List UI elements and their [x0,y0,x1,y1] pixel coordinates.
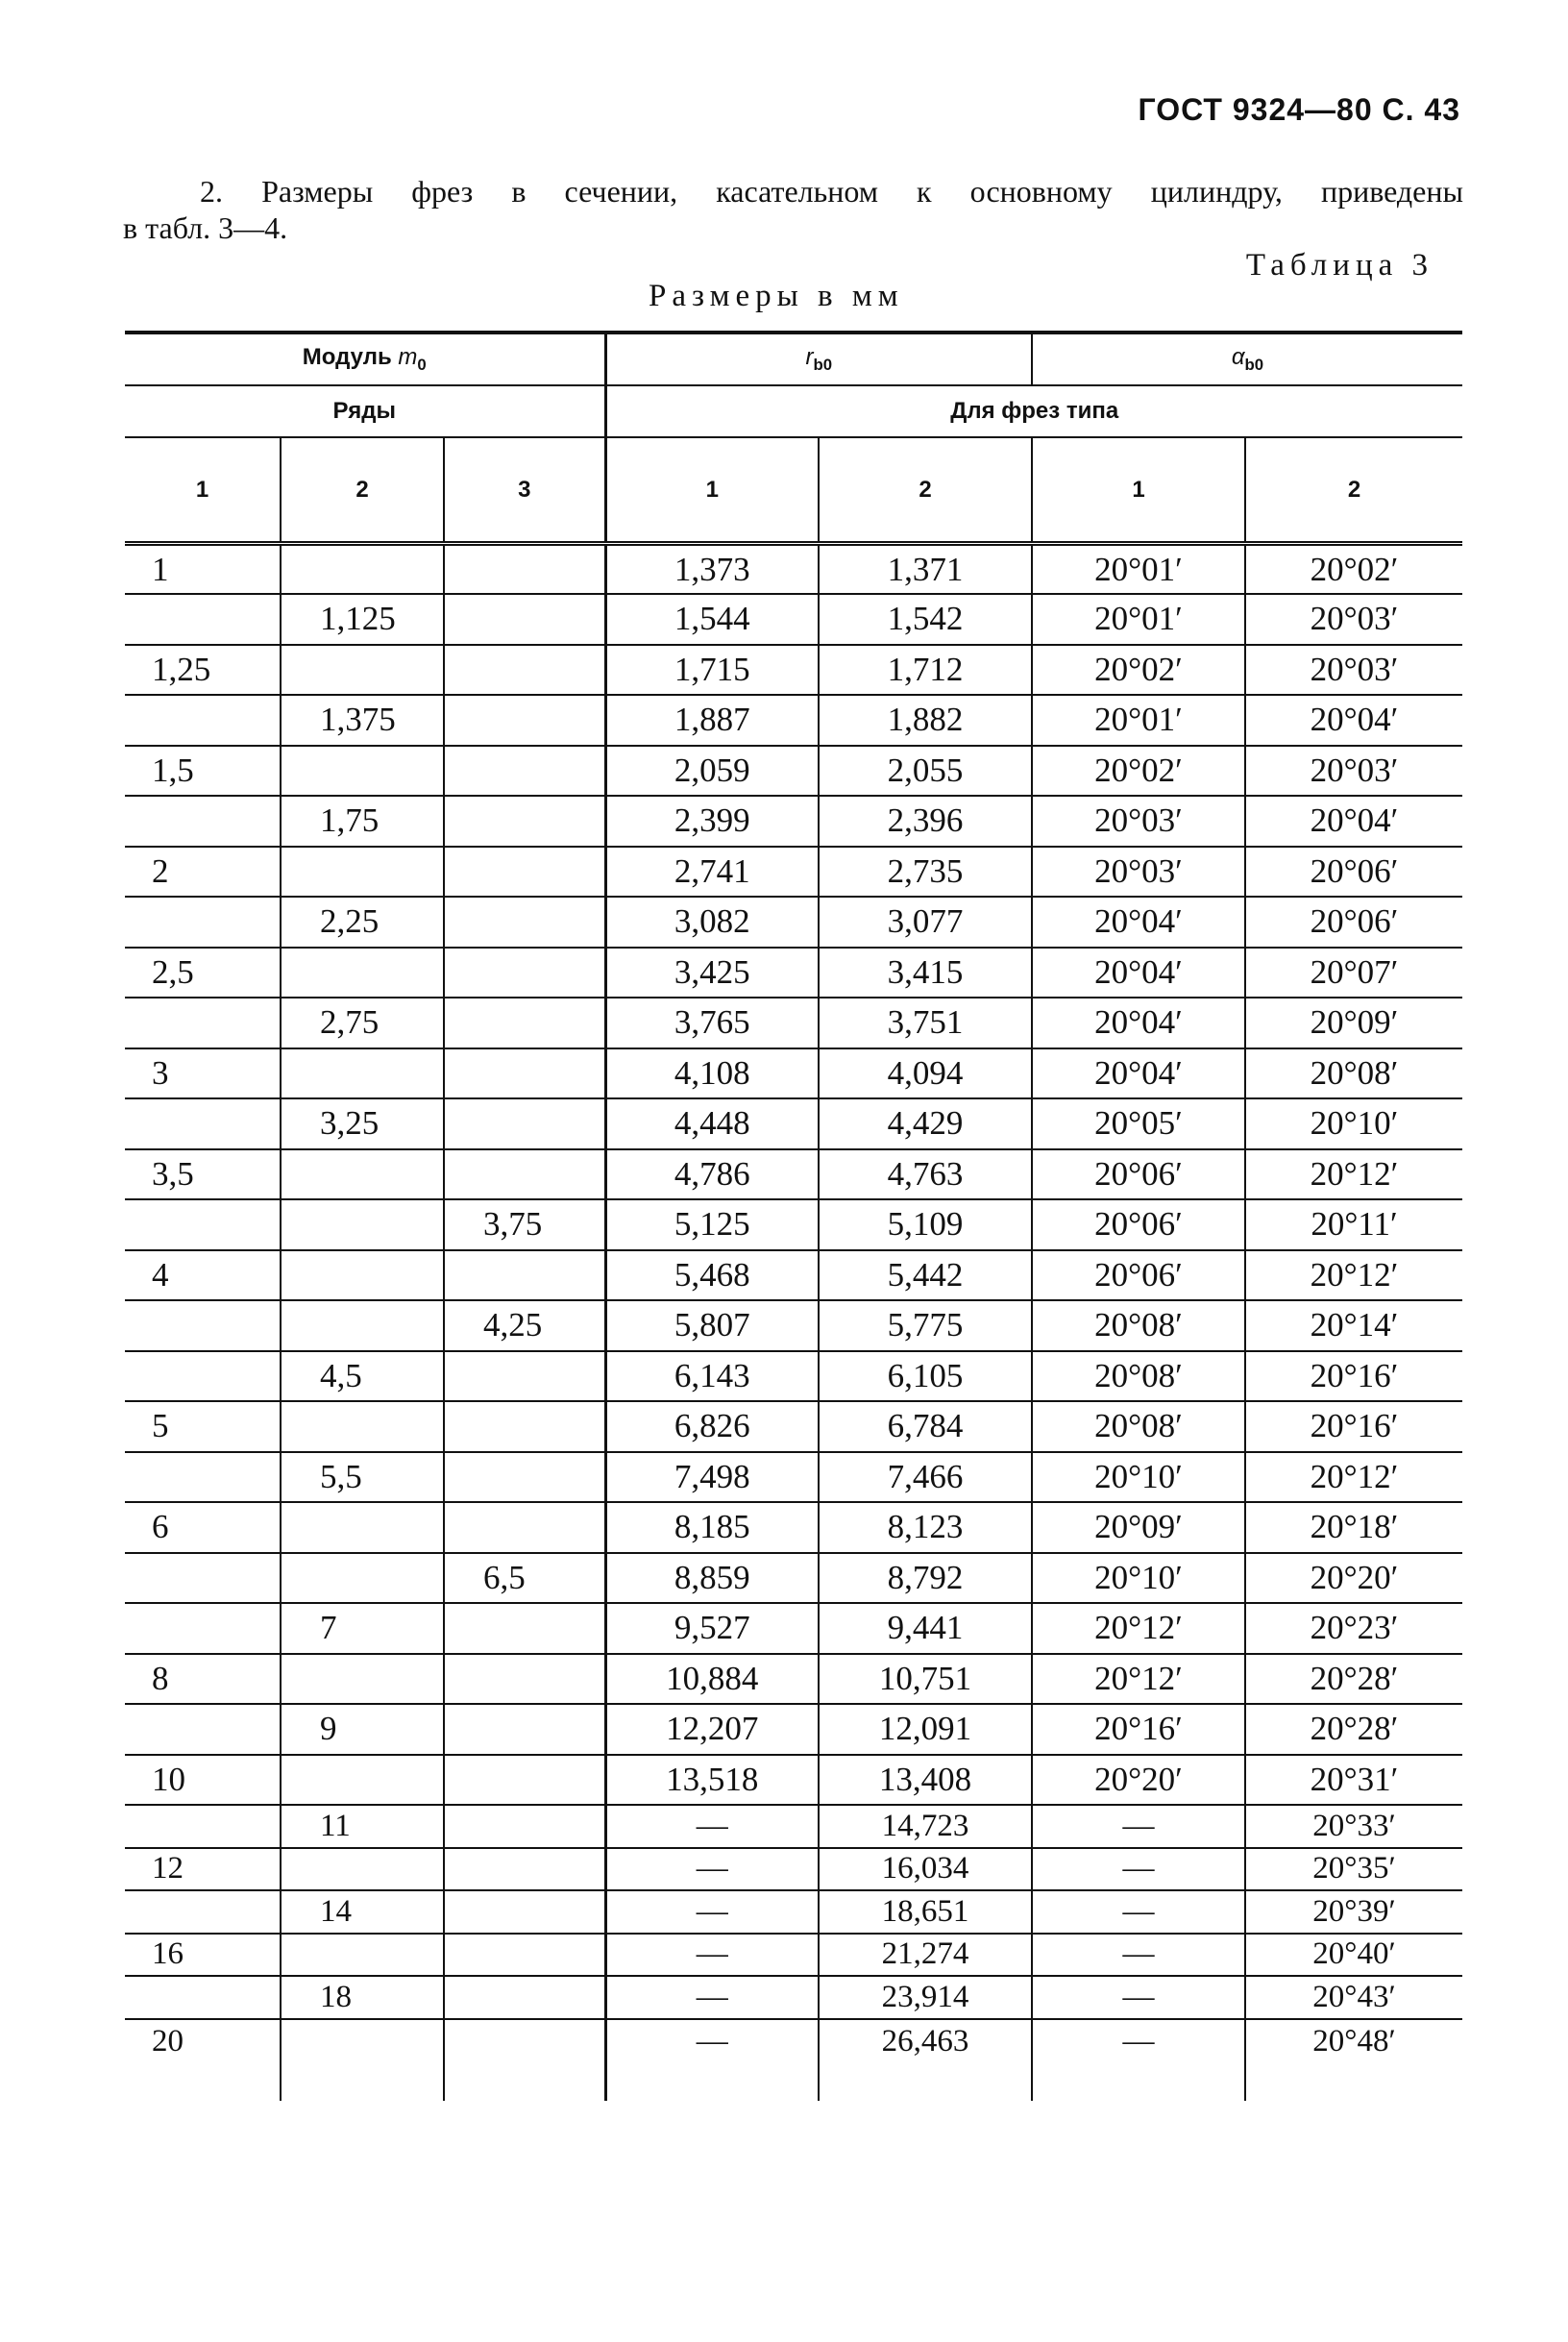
cell-r-type-2: 5,442 [819,1250,1032,1301]
table-label: Таблица 3 [1245,248,1433,283]
cell-r-type-2: 1,712 [819,645,1032,696]
cell-alpha-type-1: 20°03′ [1032,796,1245,847]
cell-r-type-1: 3,765 [605,998,819,1048]
cell-r-type-1: 12,207 [605,1704,819,1755]
cell-row-1 [125,1805,281,1848]
cell-alpha-type-1: — [1032,1890,1245,1934]
table-row [125,847,1462,898]
cell-alpha-type-2: 20°02′ [1245,544,1462,595]
table-row [125,1199,1462,1250]
cell-row-1 [125,1603,281,1654]
cell-row-3 [444,1976,605,2019]
cell-alpha-type-2: 20°39′ [1245,1890,1462,1934]
table-row [125,1502,1462,1553]
table-row [125,1755,1462,1806]
col-number: 1 [605,437,819,544]
cell-row-1: 10 [125,1755,281,1806]
cell-alpha-type-2: 20°20′ [1245,1553,1462,1604]
cell-row-1: 3,5 [125,1149,281,1200]
cell-alpha-type-2: 20°04′ [1245,796,1462,847]
cell-row-2 [281,1300,444,1351]
cell-r-type-1: — [605,1934,819,1977]
module-header: Модуль $m_0$ [125,333,605,385]
cell-alpha-type-1: — [1032,2019,1245,2101]
cell-row-2 [281,1048,444,1099]
cell-alpha-type-1: 20°10′ [1032,1452,1245,1503]
table-row [125,1704,1462,1755]
cell-row-3 [444,594,605,645]
cell-row-3 [444,1805,605,1848]
cell-row-3 [444,948,605,998]
cell-alpha-type-2: 20°03′ [1245,645,1462,696]
table-row [125,897,1462,948]
table-row [125,948,1462,998]
cell-r-type-1: 1,544 [605,594,819,645]
cell-r-type-2: 7,466 [819,1452,1032,1503]
cell-r-type-1: 10,884 [605,1654,819,1705]
header-row-1 [125,333,1462,385]
cell-alpha-type-1: 20°06′ [1032,1199,1245,1250]
cell-row-1: 12 [125,1848,281,1891]
cell-row-1: 8 [125,1654,281,1705]
table-row [125,1603,1462,1654]
cell-alpha-type-2: 20°03′ [1245,746,1462,797]
cell-r-type-1: 9,527 [605,1603,819,1654]
cell-alpha-type-2: 20°23′ [1245,1603,1462,1654]
table-row [125,1048,1462,1099]
cell-row-1 [125,1976,281,2019]
cell-row-2: 1,125 [281,594,444,645]
cell-alpha-type-1: 20°12′ [1032,1603,1245,1654]
cell-row-3 [444,1502,605,1553]
cell-r-type-2: 4,429 [819,1098,1032,1149]
cell-alpha-type-1: 20°12′ [1032,1654,1245,1705]
cell-alpha-type-1: 20°08′ [1032,1401,1245,1452]
cell-row-3 [444,847,605,898]
cell-row-3 [444,1704,605,1755]
cell-r-type-2: 2,055 [819,746,1032,797]
cell-r-type-2: 3,751 [819,998,1032,1048]
cell-row-3 [444,746,605,797]
cell-r-type-2: 8,123 [819,1502,1032,1553]
cell-alpha-type-2: 20°07′ [1245,948,1462,998]
table-row [125,1848,1462,1891]
cell-row-1: 1,25 [125,645,281,696]
cell-row-1: 6 [125,1502,281,1553]
cell-r-type-2: 6,784 [819,1401,1032,1452]
cell-r-type-1: 6,143 [605,1351,819,1402]
cutter-type-header: Для фрез типа [605,385,1462,437]
cell-row-3 [444,695,605,746]
cell-row-1: 4 [125,1250,281,1301]
table-row [125,1452,1462,1503]
cell-row-1 [125,1553,281,1604]
cell-row-2 [281,1755,444,1806]
cell-r-type-1: — [605,2019,819,2101]
table-row [125,1553,1462,1604]
cell-row-2: 2,25 [281,897,444,948]
cell-row-3 [444,1848,605,1891]
cell-row-2: 2,75 [281,998,444,1048]
cell-r-type-1: 6,826 [605,1401,819,1452]
cell-alpha-type-2: 20°09′ [1245,998,1462,1048]
cell-r-type-2: 4,763 [819,1149,1032,1200]
cell-row-3: 3,75 [444,1199,605,1250]
cell-alpha-type-2: 20°11′ [1245,1199,1462,1250]
cell-r-type-1: 2,059 [605,746,819,797]
cell-row-2 [281,847,444,898]
cell-r-type-1: 7,498 [605,1452,819,1503]
cell-alpha-type-2: 20°04′ [1245,695,1462,746]
cell-alpha-type-2: 20°18′ [1245,1502,1462,1553]
cell-row-3 [444,1890,605,1934]
cell-r-type-1: 3,425 [605,948,819,998]
cell-row-2 [281,1149,444,1200]
cell-alpha-type-1: — [1032,1848,1245,1891]
cell-r-type-2: 12,091 [819,1704,1032,1755]
col-number: 1 [1032,437,1245,544]
cell-row-3 [444,1452,605,1503]
cell-row-2: 3,25 [281,1098,444,1149]
cell-r-type-2: 6,105 [819,1351,1032,1402]
table-row [125,2019,1462,2101]
cell-alpha-type-2: 20°06′ [1245,897,1462,948]
cell-r-type-1: 3,082 [605,897,819,948]
cell-row-2 [281,948,444,998]
cell-r-type-2: 1,542 [819,594,1032,645]
rows-header: Ряды [125,385,605,437]
cell-r-type-1: 4,448 [605,1098,819,1149]
col-number: 2 [1245,437,1462,544]
cell-alpha-type-2: 20°12′ [1245,1149,1462,1200]
table-row [125,1654,1462,1705]
cell-row-1: 2 [125,847,281,898]
cell-alpha-type-1: 20°08′ [1032,1351,1245,1402]
table-row [125,1351,1462,1402]
dimensions-table [125,331,1462,2101]
cell-r-type-2: 9,441 [819,1603,1032,1654]
cell-r-type-2: 3,415 [819,948,1032,998]
cell-r-type-2: 8,792 [819,1553,1032,1604]
cell-r-type-2: 5,775 [819,1300,1032,1351]
table-row [125,695,1462,746]
table-row [125,1976,1462,2019]
cell-row-3 [444,1755,605,1806]
cell-row-1: 16 [125,1934,281,1977]
cell-row-1: 5 [125,1401,281,1452]
cell-row-3: 6,5 [444,1553,605,1604]
cell-r-type-1: 5,468 [605,1250,819,1301]
cell-row-2: 4,5 [281,1351,444,1402]
cell-alpha-type-2: 20°16′ [1245,1401,1462,1452]
cell-r-type-2: 2,396 [819,796,1032,847]
cell-alpha-type-2: 20°14′ [1245,1300,1462,1351]
cell-row-3 [444,2019,605,2101]
cell-r-type-1: 8,859 [605,1553,819,1604]
cell-r-type-1: 4,108 [605,1048,819,1099]
cell-alpha-type-1: 20°02′ [1032,645,1245,696]
cell-alpha-type-1: 20°16′ [1032,1704,1245,1755]
cell-alpha-type-2: 20°03′ [1245,594,1462,645]
cell-row-2 [281,2019,444,2101]
cell-r-type-2: 23,914 [819,1976,1032,2019]
cell-row-3 [444,1934,605,1977]
table-row [125,1934,1462,1977]
cell-alpha-type-1: — [1032,1805,1245,1848]
table-row [125,1300,1462,1351]
cell-alpha-type-2: 20°31′ [1245,1755,1462,1806]
cell-r-type-1: 1,373 [605,544,819,595]
cell-r-type-2: 16,034 [819,1848,1032,1891]
cell-row-1 [125,796,281,847]
cell-row-1 [125,998,281,1048]
cell-alpha-type-1: 20°01′ [1032,695,1245,746]
header-row-3 [125,437,1462,544]
cell-row-3 [444,1250,605,1301]
cell-r-type-1: 1,887 [605,695,819,746]
cell-alpha-type-1: 20°03′ [1032,847,1245,898]
cell-r-type-2: 26,463 [819,2019,1032,2101]
cell-r-type-2: 13,408 [819,1755,1032,1806]
table-body [125,544,1462,2101]
intro-paragraph [123,173,1463,246]
cell-row-2: 11 [281,1805,444,1848]
cell-r-type-2: 4,094 [819,1048,1032,1099]
cell-row-2 [281,1401,444,1452]
cell-row-2: 5,5 [281,1452,444,1503]
cell-alpha-type-2: 20°35′ [1245,1848,1462,1891]
cell-alpha-type-1: 20°10′ [1032,1553,1245,1604]
cell-alpha-type-1: 20°04′ [1032,897,1245,948]
cell-r-type-1: 8,185 [605,1502,819,1553]
cell-r-type-1: — [605,1976,819,2019]
cell-row-1 [125,1300,281,1351]
table-row [125,1805,1462,1848]
cell-row-3 [444,1098,605,1149]
cell-row-1 [125,1452,281,1503]
table-row [125,594,1462,645]
cell-row-3 [444,544,605,595]
cell-r-type-1: — [605,1890,819,1934]
table-row [125,1149,1462,1200]
cell-row-3 [444,645,605,696]
cell-row-1 [125,695,281,746]
cell-row-1 [125,1890,281,1934]
page-header: ГОСТ 9324—80 С. 43 [1138,92,1460,127]
cell-row-3 [444,1401,605,1452]
cell-row-2 [281,1553,444,1604]
cell-alpha-type-1: 20°09′ [1032,1502,1245,1553]
cell-r-type-2: 5,109 [819,1199,1032,1250]
cell-alpha-type-1: 20°06′ [1032,1149,1245,1200]
cell-row-1: 3 [125,1048,281,1099]
cell-row-3 [444,1149,605,1200]
cell-row-3: 4,25 [444,1300,605,1351]
table-row [125,645,1462,696]
col-number: 2 [281,437,444,544]
r-b0-header: $r_{b0}$ [605,333,1032,385]
cell-r-type-1: 1,715 [605,645,819,696]
cell-row-2 [281,645,444,696]
cell-alpha-type-2: 20°06′ [1245,847,1462,898]
cell-alpha-type-1: 20°20′ [1032,1755,1245,1806]
cell-r-type-1: 5,125 [605,1199,819,1250]
table-row [125,544,1462,595]
cell-row-2: 1,75 [281,796,444,847]
table-row [125,746,1462,797]
cell-alpha-type-2: 20°43′ [1245,1976,1462,2019]
cell-alpha-type-2: 20°16′ [1245,1351,1462,1402]
header-row-2 [125,385,1462,437]
cell-row-2: 18 [281,1976,444,2019]
cell-row-2 [281,1654,444,1705]
cell-row-2 [281,1250,444,1301]
cell-r-type-2: 10,751 [819,1654,1032,1705]
cell-row-3 [444,1351,605,1402]
cell-r-type-2: 2,735 [819,847,1032,898]
cell-row-1: 20 [152,2023,184,2058]
cell-alpha-type-2: 20°08′ [1245,1048,1462,1099]
cell-row-1 [125,1351,281,1402]
table-row [125,1250,1462,1301]
cell-row-2 [281,1934,444,1977]
cell-alpha-type-2: 20°10′ [1245,1098,1462,1149]
cell-r-type-2: 14,723 [819,1805,1032,1848]
cell-row-1 [125,1098,281,1149]
table-row [125,1890,1462,1934]
cell-alpha-type-1: 20°04′ [1032,998,1245,1048]
table-row [125,796,1462,847]
cell-r-type-1: 4,786 [605,1149,819,1200]
cell-row-2 [281,1502,444,1553]
intro-line-1: 2. Размеры фрез в сечении, касательном к основному цилиндру, приведены [200,174,1463,209]
cell-row-1: 2,5 [125,948,281,998]
cell-row-2 [281,1848,444,1891]
cell-alpha-type-1: — [1032,1976,1245,2019]
cell-row-1 [125,897,281,948]
cell-row-1 [125,1704,281,1755]
cell-row-1 [125,594,281,645]
cell-row-2 [281,544,444,595]
cell-alpha-type-2: 20°28′ [1245,1704,1462,1755]
cell-row-2 [281,746,444,797]
alpha-b0-header: $\alpha_{b0}$ [1032,333,1462,385]
cell-alpha-type-1: 20°04′ [1032,948,1245,998]
cell-row-3 [444,1603,605,1654]
cell-r-type-1: 5,807 [605,1300,819,1351]
cell-alpha-type-1: 20°01′ [1032,544,1245,595]
cell-r-type-2: 21,274 [819,1934,1032,1977]
cell-alpha-type-1: — [1032,1934,1245,1977]
cell-r-type-2: 1,882 [819,695,1032,746]
cell-row-2: 14 [281,1890,444,1934]
cell-alpha-type-1: 20°04′ [1032,1048,1245,1099]
col-number: 3 [444,437,605,544]
cell-r-type-2: 3,077 [819,897,1032,948]
cell-row-2 [281,1199,444,1250]
cell-row-3 [444,1048,605,1099]
table-row [125,1098,1462,1149]
cell-alpha-type-2: 20°48′ [1245,2019,1462,2101]
cell-alpha-type-2: 20°40′ [1245,1934,1462,1977]
cell-row-3 [444,998,605,1048]
cell-alpha-type-2: 20°33′ [1245,1805,1462,1848]
cell-row-3 [444,897,605,948]
cell-alpha-type-1: 20°02′ [1032,746,1245,797]
cell-row-2: 7 [281,1603,444,1654]
cell-r-type-2: 18,651 [819,1890,1032,1934]
table-row [125,1401,1462,1452]
cell-row-1: 1 [125,544,281,595]
cell-alpha-type-1: 20°01′ [1032,594,1245,645]
intro-line-2: в табл. 3—4. [123,210,288,245]
table-units: Размеры в мм [649,279,904,313]
col-number: 2 [819,437,1032,544]
cell-r-type-1: 2,741 [605,847,819,898]
cell-r-type-1: 2,399 [605,796,819,847]
cell-alpha-type-1: 20°06′ [1032,1250,1245,1301]
cell-row-3 [444,1654,605,1705]
cell-row-1 [125,1199,281,1250]
cell-alpha-type-2: 20°12′ [1245,1250,1462,1301]
cell-r-type-1: — [605,1848,819,1891]
cell-alpha-type-2: 20°28′ [1245,1654,1462,1705]
cell-row-2: 1,375 [281,695,444,746]
cell-alpha-type-1: 20°05′ [1032,1098,1245,1149]
table-row [125,998,1462,1048]
cell-row-3 [444,796,605,847]
cell-row-1: 1,5 [125,746,281,797]
cell-r-type-1: 13,518 [605,1755,819,1806]
cell-alpha-type-2: 20°12′ [1245,1452,1462,1503]
cell-alpha-type-1: 20°08′ [1032,1300,1245,1351]
col-number: 1 [125,437,281,544]
cell-row-2: 9 [281,1704,444,1755]
cell-r-type-2: 1,371 [819,544,1032,595]
cell-r-type-1: — [605,1805,819,1848]
